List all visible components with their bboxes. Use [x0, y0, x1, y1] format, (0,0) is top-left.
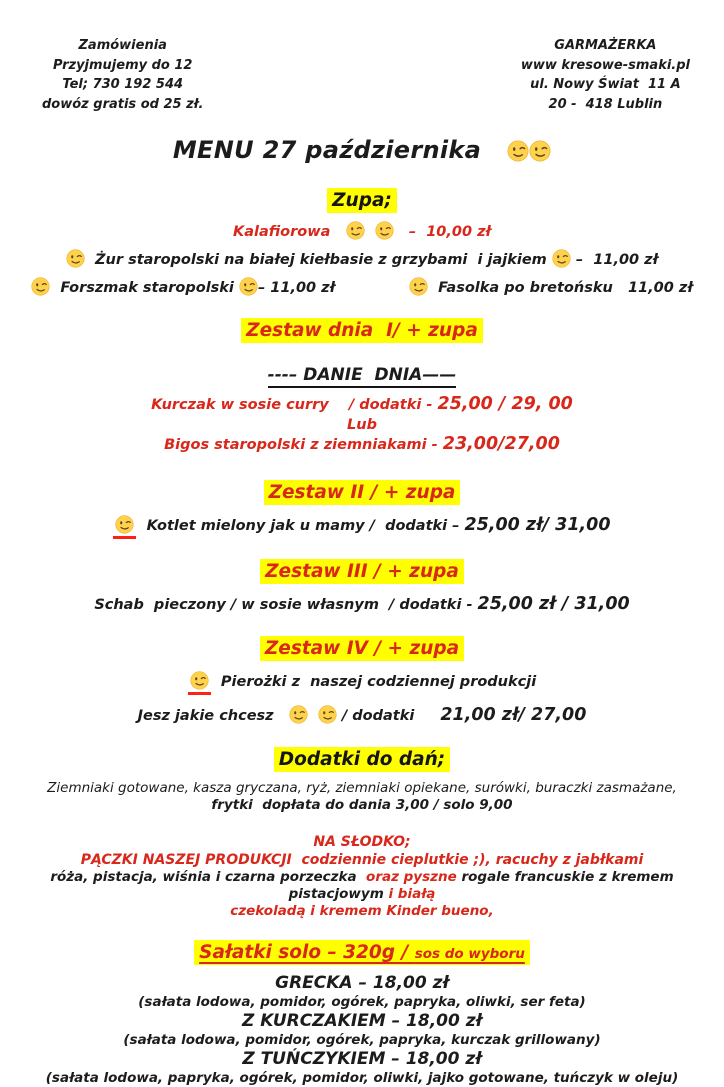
choice-mid: / dodatki	[341, 708, 415, 725]
sweets-line3	[28, 903, 696, 920]
soup-heading: Zupa;	[327, 188, 397, 213]
soup-name: Żur staropolski na białej kiełbasie z grzybami i jajkiem	[95, 252, 547, 269]
free-delivery-note: dowóz gratis od 25 zł.	[42, 96, 204, 112]
city-address: 20 - 418 Lublin	[548, 96, 663, 112]
soup-item-fasolka	[409, 277, 693, 297]
salads-heading	[194, 940, 530, 965]
website: www kresowe-smaki.pl	[520, 57, 690, 73]
flavors-red: oraz pyszne	[361, 869, 462, 885]
danie-dnia-bigos	[28, 434, 696, 456]
wink-emoji-icon	[66, 249, 85, 268]
salad-item	[28, 973, 696, 994]
dish-price: 25,00 / 29, 00	[437, 393, 573, 414]
street-address: ul. Nowy Świat 11 A	[530, 77, 681, 92]
soup-price: – 11,00 zł	[257, 280, 336, 297]
soup-name: Forszmak staropolski	[60, 280, 234, 297]
biala-red: i białą	[383, 885, 436, 902]
soup-price: 11,00 zł	[627, 280, 693, 297]
zestaw4-heading: Zestaw IV / + zupa	[260, 636, 464, 661]
sweets-line2	[28, 869, 696, 903]
sweets-line1	[28, 852, 696, 870]
salads-heading-small: sos do wyboru	[414, 945, 525, 962]
wink-emoji-icon	[346, 221, 365, 240]
zestaw4-dish	[28, 671, 696, 695]
company-name: GARMAŻERKA	[554, 38, 657, 53]
wink-emoji-icon	[115, 515, 134, 534]
dodatki-heading: Dodatki do dań;	[274, 747, 450, 772]
soup-items-row	[28, 277, 696, 297]
lub-row	[28, 416, 696, 434]
wink-emoji-underlined	[188, 671, 211, 695]
wink-emoji-icon	[318, 705, 337, 724]
wink-emoji-icon	[529, 140, 551, 162]
dodatki-items: Ziemniaki gotowane, kasza gryczana, ryż, ziemniaki opiekane, surówki, buraczki zasmażane,	[47, 780, 677, 797]
zestaw2-heading: Zestaw II / + zupa	[264, 480, 461, 505]
soup-item-zur	[28, 249, 696, 269]
dish-name: Bigos staropolski z ziemniakami -	[164, 436, 443, 453]
soup-name: Fasolka po bretońsku	[438, 280, 613, 297]
soup-price: – 11,00 zł	[575, 252, 659, 269]
dish-name: Kotlet mielony jak u mamy / dodatki –	[146, 517, 465, 534]
header	[28, 36, 696, 114]
salad-ingredients: (sałata lodowa, pomidor, ogórek, papryka, kurczak grillowany)	[123, 1032, 601, 1049]
phone-number: Tel; 730 192 544	[62, 77, 184, 92]
soup-item-kalafiorowa	[28, 221, 696, 241]
dish-price: 25,00 zł / 31,00	[477, 594, 630, 615]
dish-name: Schab pieczony / w sosie własnym / dodatki -	[94, 597, 478, 614]
danie-dnia-kurczak	[28, 394, 696, 416]
soup-price: – 10,00 zł	[408, 224, 491, 241]
dodatki-frytki	[28, 797, 696, 814]
wink-emoji-icon	[289, 705, 308, 724]
choice-text: Jesz jakie chcesz	[137, 708, 274, 725]
salad-item	[28, 1049, 696, 1070]
flavors-black: róża, pistacja, wiśnia i czarna porzeczka	[50, 869, 362, 885]
zestaw4-choice-row	[28, 705, 696, 727]
dodatki-list	[28, 780, 696, 797]
zestaw3-dish	[28, 594, 696, 616]
header-contact-block	[42, 36, 203, 114]
zestaw3-heading-row	[28, 559, 696, 584]
danie-dnia-row	[28, 365, 696, 386]
frytki-note: frytki dopłata do dania 3,00 / solo 9,00	[211, 797, 513, 814]
dish-name: Kurczak w sosie curry / dodatki -	[151, 396, 438, 413]
lub-label: Lub	[347, 416, 377, 433]
orders-label: Zamówienia	[78, 38, 167, 53]
kinder-text: czekoladą i kremem Kinder bueno,	[230, 902, 494, 919]
salad-desc	[28, 994, 696, 1011]
wink-emoji-icon	[507, 140, 529, 162]
sweets-heading-row	[28, 834, 696, 852]
salad-name: Z KURCZAKIEM – 18,00 zł	[242, 1010, 482, 1031]
page-title: MENU 27 października	[172, 136, 482, 164]
wink-emoji-icon	[409, 277, 428, 296]
zestaw2-dish	[28, 515, 696, 539]
salads-heading-main: Sałatki solo – 320g /	[199, 941, 415, 963]
soup-section-heading-row	[28, 188, 696, 213]
sweets-heading: NA SŁODKO;	[313, 834, 411, 850]
dish-price: 25,00 zł/ 31,00	[464, 514, 611, 535]
salads-heading-row	[28, 940, 696, 965]
salad-item	[28, 1011, 696, 1032]
zestaw3-heading: Zestaw III / + zupa	[260, 559, 464, 584]
paczki-text: PĄCZKI NASZEJ PRODUKCJI codziennie cieplutkie ;), racuchy z jabłkami	[80, 851, 644, 868]
wink-emoji-icon	[190, 671, 209, 690]
page-title-row	[28, 136, 696, 164]
dish-name: Pierożki z naszej codziennej produkcji	[220, 674, 537, 691]
zestaw1-heading: Zestaw dnia I/ + zupa	[241, 318, 483, 343]
wink-emoji-icon	[239, 277, 258, 296]
header-company-block	[521, 36, 690, 114]
salad-ingredients: (sałata lodowa, papryka, ogórek, pomidor, oliwki, jajko gotowane, tuńczyk w oleju)	[45, 1070, 679, 1087]
danie-dnia-title: ---– DANIE DNIA——	[268, 365, 457, 388]
rogale-black: rogale francuskie z kremem pistacjowym	[288, 869, 679, 902]
wink-emoji-underlined	[113, 515, 136, 539]
wink-emoji-icon	[31, 277, 50, 296]
zestaw4-heading-row	[28, 636, 696, 661]
zestaw2-heading-row	[28, 480, 696, 505]
dodatki-heading-row	[28, 747, 696, 772]
orders-hours: Przyjmujemy do 12	[52, 57, 193, 73]
soup-item-forszmak	[31, 277, 335, 297]
salad-ingredients: (sałata lodowa, pomidor, ogórek, papryka, oliwki, ser feta)	[138, 994, 586, 1010]
salad-desc	[28, 1032, 696, 1049]
salad-name: GRECKA – 18,00 zł	[275, 972, 449, 993]
dish-price: 21,00 zł/ 27,00	[440, 705, 587, 726]
soup-name: Kalafiorowa	[232, 224, 331, 241]
salad-name: Z TUŃCZYKIEM – 18,00 zł	[242, 1049, 482, 1069]
salad-desc	[28, 1070, 696, 1087]
zestaw1-heading-row	[28, 318, 696, 343]
dish-price: 23,00/27,00	[442, 433, 560, 454]
wink-emoji-icon	[552, 249, 571, 268]
wink-emoji-icon	[375, 221, 394, 240]
